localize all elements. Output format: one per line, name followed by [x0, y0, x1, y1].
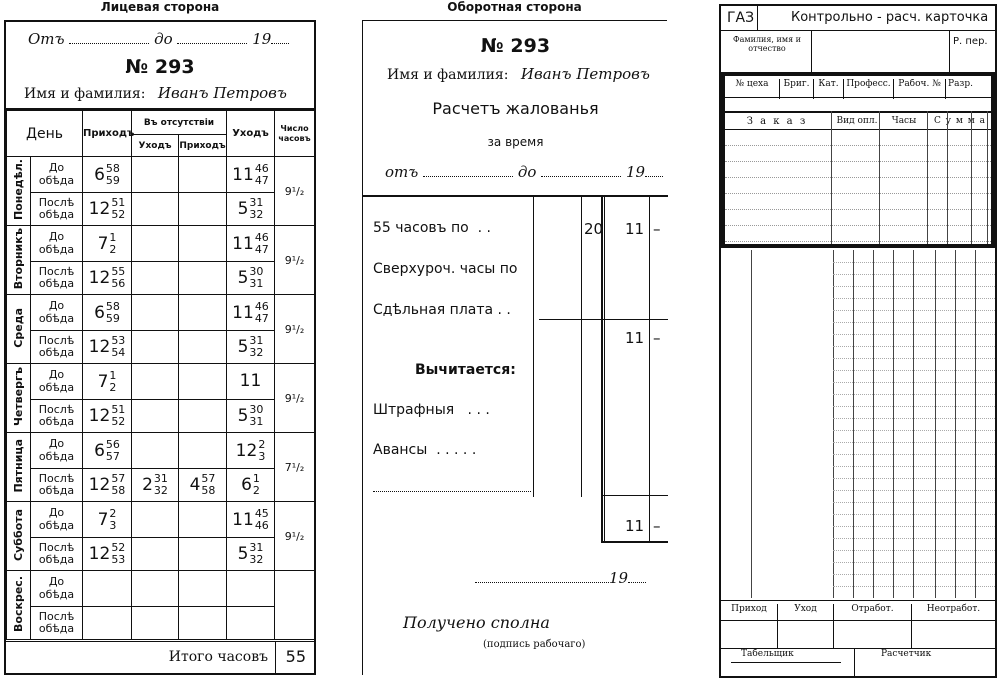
- order-label: З а к а з: [746, 116, 808, 127]
- year-label: 19: [252, 30, 272, 48]
- control-card: [719, 4, 997, 678]
- signature-label: (подпись рабочаго): [483, 639, 586, 650]
- card-footer-label: Приход: [731, 604, 767, 614]
- leave-afternoon: 5 31 32: [227, 331, 275, 364]
- absence-leave: [132, 502, 179, 538]
- col-arrive-header: Приходъ: [83, 111, 132, 157]
- day-name: Четвергъ: [7, 364, 31, 433]
- absence-arrive: [179, 607, 227, 640]
- leave-morning: 11 45 46: [227, 502, 275, 538]
- back-caption: Оборотная сторона: [447, 0, 582, 14]
- total-label: Итого часовъ: [168, 649, 268, 665]
- day-hours: 9¹/₂: [275, 226, 315, 295]
- card-col-header: Бриг.: [779, 79, 813, 99]
- col-abs-leave-header: Уходъ: [132, 135, 179, 157]
- surname-label: Фамилия, имя и отчество: [733, 35, 801, 54]
- day-name: Понедѣл.: [7, 157, 31, 226]
- day-name: Воскрес.: [7, 571, 31, 640]
- absence-leave: [132, 400, 179, 433]
- absence-arrive: [179, 538, 227, 571]
- day-name: Вторникъ: [7, 226, 31, 295]
- day-row-after: [7, 607, 315, 640]
- absence-leave: [132, 157, 179, 193]
- day-row-before: [7, 157, 315, 193]
- amount-value: 11: [625, 220, 645, 238]
- day-name: Среда: [7, 295, 31, 364]
- absence-arrive: [179, 571, 227, 607]
- absence-leave: 2 31 32: [132, 469, 179, 502]
- before-lunch-label: До обѣда: [31, 502, 83, 538]
- front-header: [6, 22, 314, 110]
- card-lower-grid: [721, 250, 995, 598]
- fines-line: Штрафныя . . .: [373, 402, 490, 418]
- card-col-header: Професс.: [843, 79, 893, 99]
- day-row-after: [7, 193, 315, 226]
- timekeeper-label: Табельщик: [741, 649, 794, 659]
- day-name: Пятница: [7, 433, 31, 502]
- deduct-title: Вычитается:: [415, 362, 516, 378]
- back-period-to: до: [517, 163, 537, 181]
- leave-afternoon: 5 31 32: [227, 193, 275, 226]
- leave-afternoon: 6 1 2: [227, 469, 275, 502]
- leave-afternoon: 5 30 31: [227, 262, 275, 295]
- day-row-after: [7, 538, 315, 571]
- arrive-morning: 6 56 57: [83, 433, 132, 469]
- after-lunch-label: Послѣ обѣда: [31, 469, 83, 502]
- period-to-label: до: [154, 30, 173, 48]
- col-leave-header: Уходъ: [227, 111, 275, 157]
- front-name-line: [24, 84, 287, 102]
- absence-leave: [132, 262, 179, 295]
- card-title: Контрольно - расч. карточка: [791, 10, 989, 25]
- leave-morning: 11 46 47: [227, 226, 275, 262]
- accountant-label: Расчетчик: [881, 649, 932, 659]
- day-row-after: [7, 469, 315, 502]
- card-col-header: Кат.: [813, 79, 843, 99]
- back-name-label: Имя и фамилия:: [387, 67, 509, 83]
- before-lunch-label: До обѣда: [31, 157, 83, 193]
- col-abs-arrive-header: Приходъ: [179, 135, 227, 157]
- day-row-before: [7, 364, 315, 400]
- final-total: 11: [625, 517, 645, 535]
- before-lunch-label: До обѣда: [31, 226, 83, 262]
- col-absence-header: Въ отсутствіи: [132, 111, 227, 135]
- day-hours: 9¹/₂: [275, 295, 315, 364]
- advances-line: Авансы . . . . .: [373, 442, 477, 458]
- absence-arrive: [179, 433, 227, 469]
- card-footer-label: Отработ.: [833, 604, 911, 648]
- card-col-header: Разр.: [945, 79, 975, 99]
- rper-label: Р. пер.: [953, 36, 988, 47]
- piecework-line: Сдѣльная плата . .: [373, 302, 511, 318]
- absence-arrive: [179, 502, 227, 538]
- absence-leave: [132, 331, 179, 364]
- arrive-afternoon: 12 51 52: [83, 193, 132, 226]
- absence-leave: [132, 226, 179, 262]
- front-side-form: [4, 20, 316, 675]
- leave-morning: 12 2 3: [227, 433, 275, 469]
- after-lunch-label: Послѣ обѣда: [31, 331, 83, 364]
- card-col-header: Рабоч. №: [893, 79, 945, 99]
- arrive-morning: 7 1 2: [83, 364, 132, 400]
- day-name: Суббота: [7, 502, 31, 571]
- date-year: 19: [609, 569, 629, 587]
- front-period-line: [28, 30, 289, 48]
- card-footer-label: Неотработ.: [911, 604, 995, 648]
- back-title: Расчетъ жалованья: [432, 99, 599, 118]
- card-hours-label: Часы: [891, 116, 917, 126]
- arrive-afternoon: 12 52 53: [83, 538, 132, 571]
- arrive-afternoon: 12 53 54: [83, 331, 132, 364]
- absence-arrive: [179, 193, 227, 226]
- after-lunch-label: Послѣ обѣда: [31, 400, 83, 433]
- absence-leave: [132, 607, 179, 640]
- absence-leave: [132, 193, 179, 226]
- pay-type-label: Вид опл.: [836, 116, 878, 126]
- day-hours: 9¹/₂: [275, 502, 315, 571]
- after-lunch-label: Послѣ обѣда: [31, 193, 83, 226]
- for-time-label: за время: [487, 135, 544, 149]
- leave-morning: 11: [227, 364, 275, 400]
- absence-leave: [132, 295, 179, 331]
- arrive-morning: [83, 571, 132, 607]
- arrive-afternoon: 12 55 56: [83, 262, 132, 295]
- leave-morning: 11 46 47: [227, 157, 275, 193]
- back-period-line: [385, 163, 663, 181]
- card-org: ГАЗ: [727, 10, 755, 26]
- after-lunch-label: Послѣ обѣда: [31, 538, 83, 571]
- before-lunch-label: До обѣда: [31, 433, 83, 469]
- before-lunch-label: До обѣда: [31, 295, 83, 331]
- before-lunch-label: До обѣда: [31, 571, 83, 607]
- col-hours-header: Число часовъ: [275, 111, 315, 157]
- leave-afternoon: 5 30 31: [227, 400, 275, 433]
- absence-leave: [132, 433, 179, 469]
- day-row-before: [7, 295, 315, 331]
- back-name-line: [387, 65, 650, 83]
- card-col-header: № цеха: [735, 79, 769, 89]
- absence-arrive: [179, 262, 227, 295]
- total-value: 55: [285, 647, 306, 666]
- leave-morning: 11 46 47: [227, 295, 275, 331]
- back-year: 19: [625, 163, 646, 181]
- back-period-from: отъ: [385, 163, 419, 181]
- arrive-morning: 6 58 59: [83, 157, 132, 193]
- day-row-after: [7, 262, 315, 295]
- absence-arrive: [179, 331, 227, 364]
- day-hours: 9¹/₂: [275, 157, 315, 226]
- timesheet-table: [6, 110, 315, 640]
- back-name-value: Иванъ Петровъ: [520, 65, 650, 83]
- arrive-morning: 7 2 3: [83, 502, 132, 538]
- arrive-afternoon: 12 57 58: [83, 469, 132, 502]
- absence-arrive: [179, 400, 227, 433]
- after-lunch-label: Послѣ обѣда: [31, 607, 83, 640]
- day-row-before: [7, 571, 315, 607]
- sum-label: С у м м а: [934, 116, 986, 126]
- period-from-label: Отъ: [28, 30, 65, 48]
- absence-arrive: [179, 157, 227, 193]
- before-lunch-label: До обѣда: [31, 364, 83, 400]
- day-row-after: [7, 331, 315, 364]
- absence-arrive: [179, 295, 227, 331]
- day-hours: 7¹/₂: [275, 433, 315, 502]
- date-line: [475, 569, 646, 587]
- after-lunch-label: Послѣ обѣда: [31, 262, 83, 295]
- arrive-afternoon: 12 51 52: [83, 400, 132, 433]
- front-caption: Лицевая сторона: [100, 0, 220, 14]
- absence-arrive: [179, 364, 227, 400]
- col-day-header: День: [7, 111, 83, 157]
- name-value: Иванъ Петровъ: [157, 84, 287, 102]
- day-hours: [275, 571, 315, 640]
- arrive-afternoon: [83, 607, 132, 640]
- day-row-before: [7, 226, 315, 262]
- day-row-before: [7, 433, 315, 469]
- day-hours: 9¹/₂: [275, 364, 315, 433]
- leave-afternoon: [227, 607, 275, 640]
- absence-leave: [132, 364, 179, 400]
- absence-leave: [132, 538, 179, 571]
- total-row: [6, 641, 314, 673]
- overtime-line: Сверхуроч. часы по: [373, 261, 518, 277]
- back-side-form: № 293 Имя и фамилия: Иванъ Петровъ Расчетъ жалованья за время отъ до 19 55 часовъ по . . Сверхуроч. часы по Сдѣльная плата . . 20 11 – 11 – Вычитается: Штрафныя . . . Авансы . . . . . 11 – 19 Получено сполна (подпись рабочаго): [362, 20, 667, 675]
- day-row-before: [7, 502, 315, 538]
- arrive-morning: 7 1 2: [83, 226, 132, 262]
- card-footer-label: Уход: [777, 604, 833, 648]
- leave-morning: [227, 571, 275, 607]
- front-number: № 293: [125, 56, 195, 78]
- absence-arrive: [179, 226, 227, 262]
- back-number: № 293: [480, 35, 551, 57]
- name-label: Имя и фамилия:: [24, 86, 146, 102]
- arrive-morning: 6 58 59: [83, 295, 132, 331]
- rate-value: 20: [584, 220, 604, 238]
- subtotal-value: 11: [625, 329, 645, 347]
- absence-arrive: 4 57 58: [179, 469, 227, 502]
- leave-afternoon: 5 31 32: [227, 538, 275, 571]
- absence-leave: [132, 571, 179, 607]
- hours-line: 55 часовъ по . .: [373, 220, 491, 236]
- day-row-after: [7, 400, 315, 433]
- received-label: Получено сполна: [403, 613, 550, 632]
